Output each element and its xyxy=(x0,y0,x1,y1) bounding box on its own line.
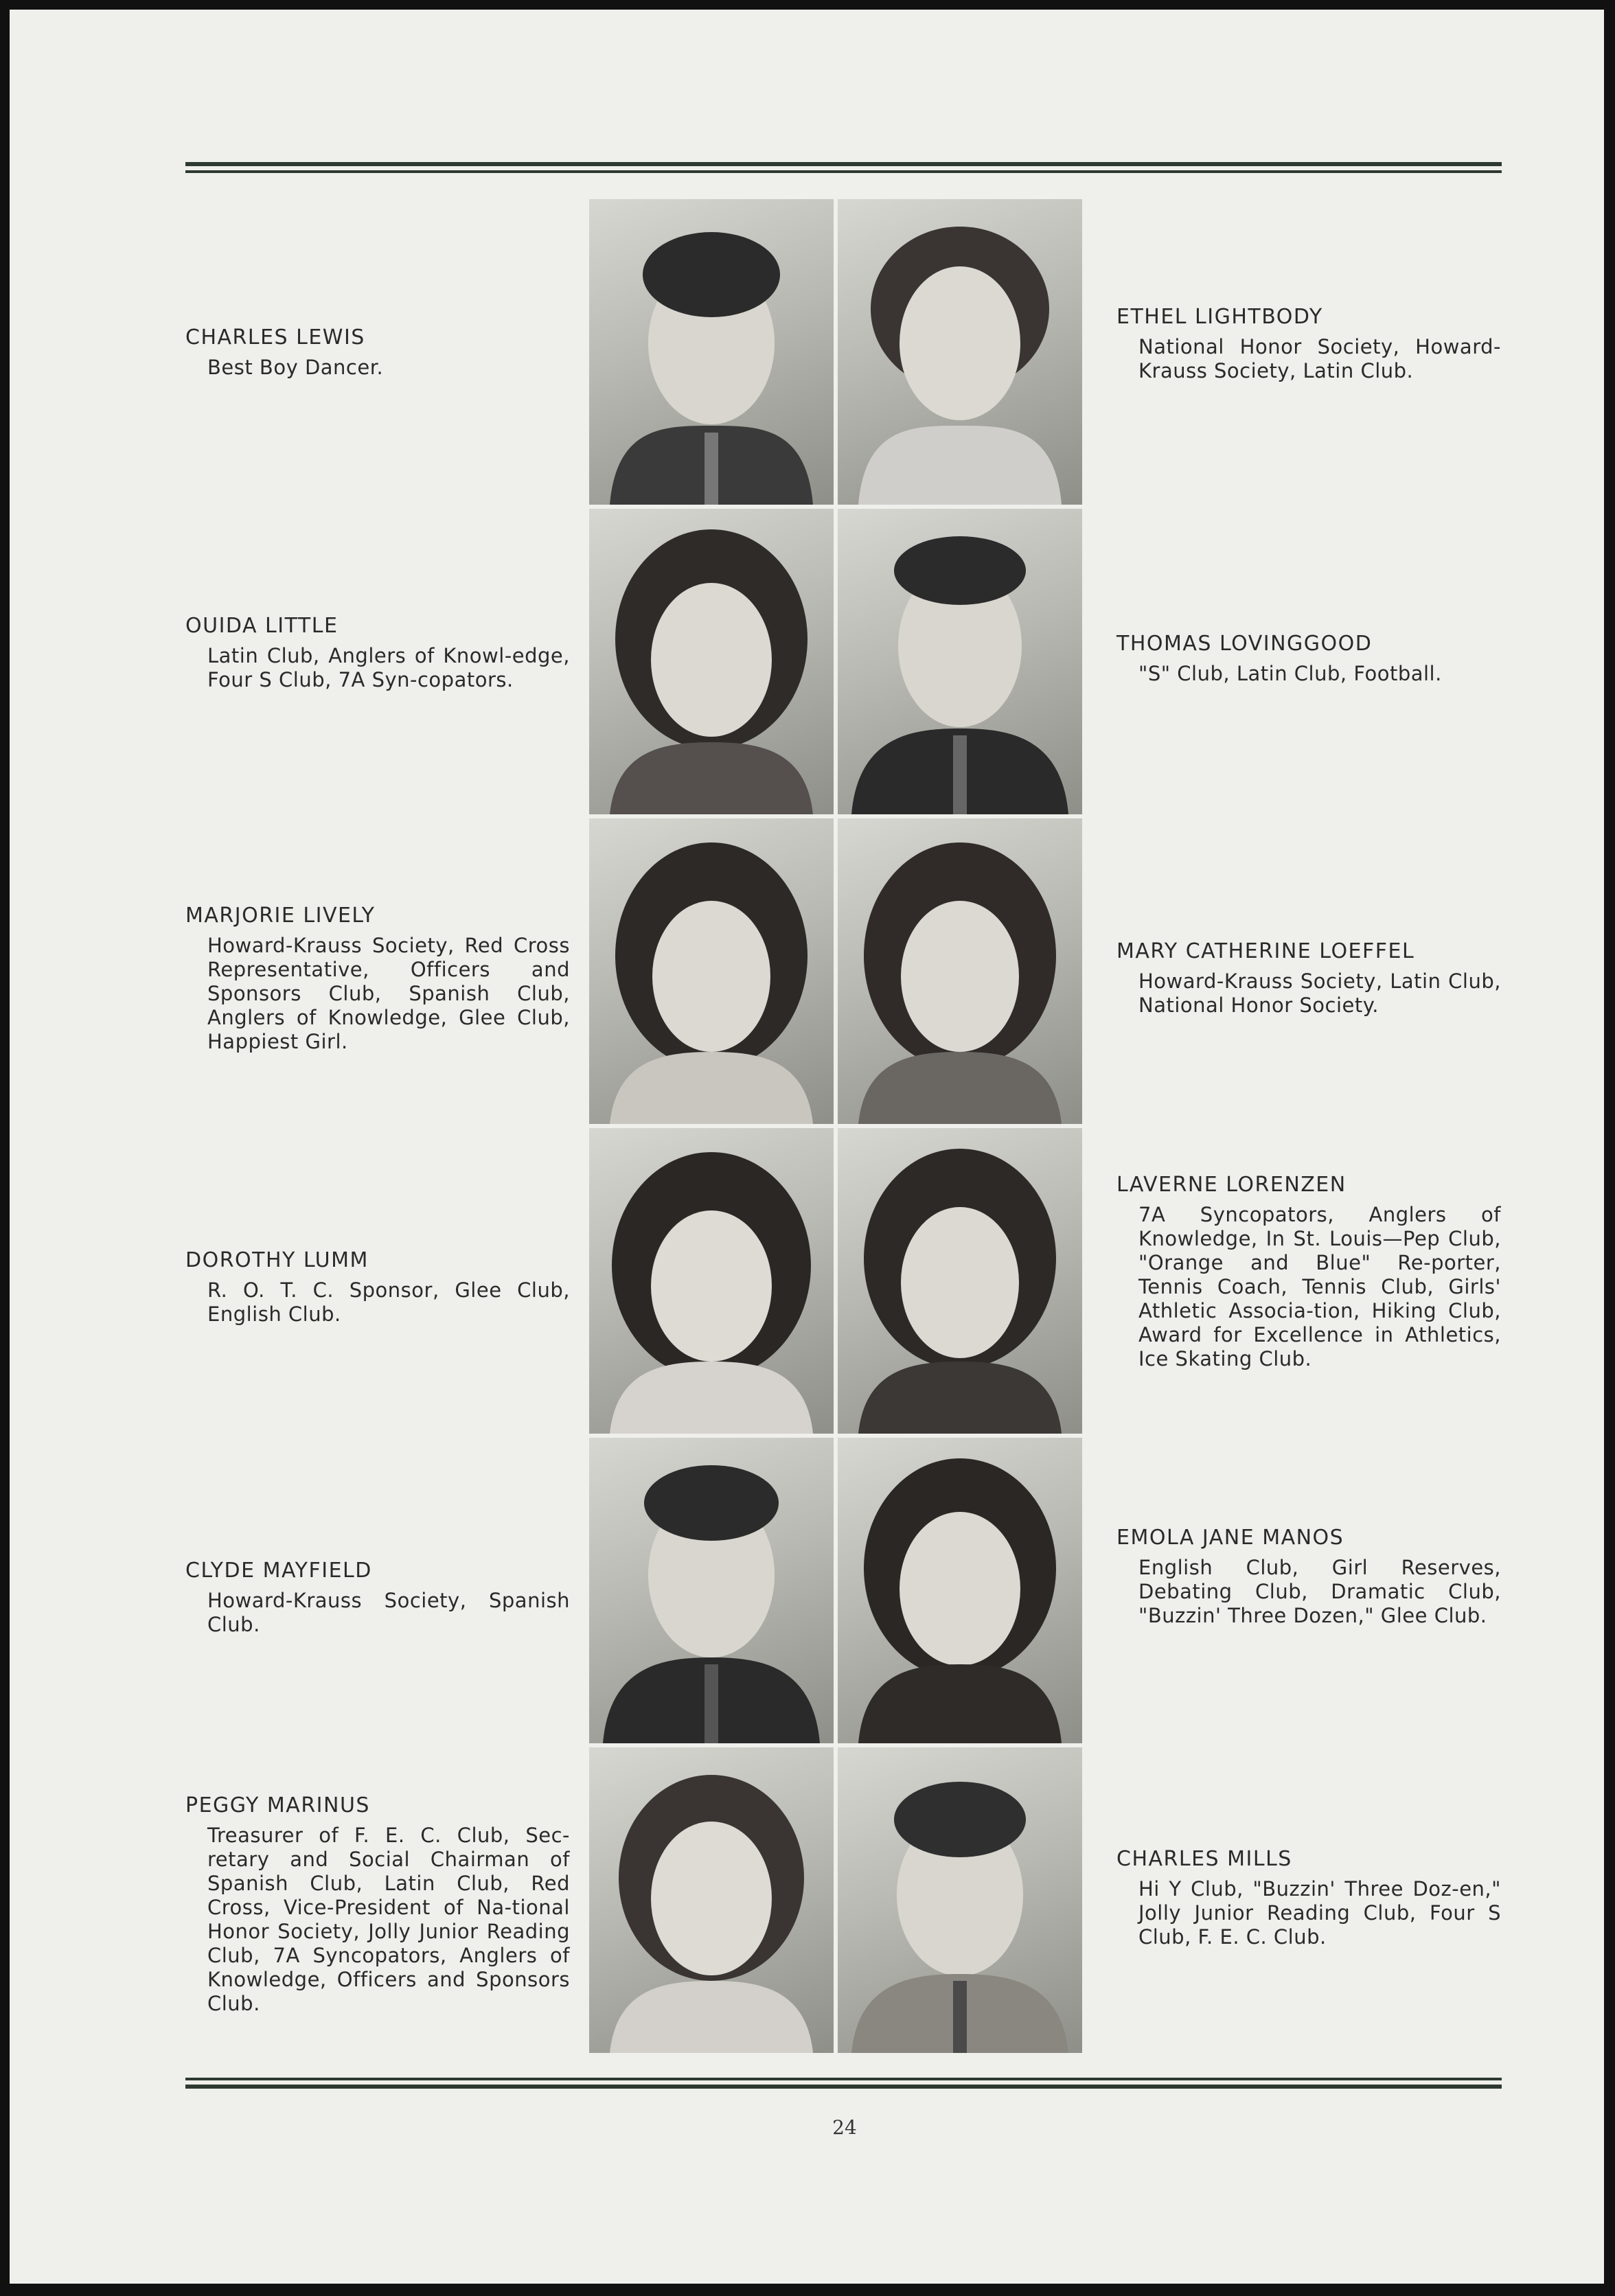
student-entry xyxy=(1116,303,1501,383)
portrait-ouida-little xyxy=(589,509,834,814)
portrait-mary-catherine-loeffel xyxy=(838,818,1082,1124)
student-activities: Latin Club, Anglers of Knowl-edge, Four S Club, 7A Syn-copators. xyxy=(207,644,570,691)
student-entry xyxy=(1116,1524,1501,1628)
student-activities: Hi Y Club, "Buzzin' Three Doz-en," Jolly Junior Reading Club, Four S Club, F. E. C. Club. xyxy=(1138,1877,1501,1949)
student-name: EMOLA JANE MANOS xyxy=(1116,1526,1344,1550)
student-name: CHARLES MILLS xyxy=(1116,1847,1292,1871)
student-activities: R. O. T. C. Sponsor, Glee Club, English Club. xyxy=(207,1278,570,1326)
portrait-clyde-mayfield xyxy=(589,1438,834,1743)
page-number: 24 xyxy=(832,2116,857,2139)
portrait-dorothy-lumm xyxy=(589,1128,834,1434)
student-entry xyxy=(185,1792,570,2016)
student-activities: National Honor Society, Howard-Krauss Society, Latin Club. xyxy=(1138,335,1501,382)
student-entry xyxy=(1116,630,1501,686)
student-name: OUIDA LITTLE xyxy=(185,614,339,638)
top-rule xyxy=(185,162,1502,177)
student-name: ETHEL LIGHTBODY xyxy=(1116,305,1323,329)
student-activities: Best Boy Dancer. xyxy=(207,356,384,379)
portrait-emola-jane-manos xyxy=(838,1438,1082,1743)
student-name: CLYDE MAYFIELD xyxy=(185,1559,372,1583)
portrait-peggy-marinus xyxy=(589,1747,834,2053)
yearbook-page xyxy=(10,10,1604,2284)
student-name: DOROTHY LUMM xyxy=(185,1248,369,1272)
student-name: LAVERNE LORENZEN xyxy=(1116,1173,1347,1197)
student-activities: "S" Club, Latin Club, Football. xyxy=(1138,662,1442,685)
student-activities: 7A Syncopators, Anglers of Knowledge, In St. Louis—Pep Club, "Orange and Blue" Re-porter, Tennis Coach, Tennis Club, Girls' Athletic Associa-tion, Hiking Club, Award for Excellence in Athletics, Ice Skating Club. xyxy=(1138,1203,1501,1370)
student-name: MARJORIE LIVELY xyxy=(185,904,376,928)
student-entry xyxy=(1116,938,1501,1018)
portrait-charles-lewis xyxy=(589,199,834,505)
portrait-laverne-lorenzen xyxy=(838,1128,1082,1434)
student-entry xyxy=(1116,1171,1501,1371)
bottom-rule xyxy=(185,2078,1502,2093)
portrait-thomas-lovinggood xyxy=(838,509,1082,814)
student-activities: Howard-Krauss Society, Spanish Club. xyxy=(207,1589,570,1636)
student-activities: Howard-Krauss Society, Latin Club, National Honor Society. xyxy=(1138,969,1501,1017)
portrait-ethel-lightbody xyxy=(838,199,1082,505)
student-entry xyxy=(185,324,570,380)
student-entry xyxy=(185,1247,570,1327)
student-activities: Howard-Krauss Society, Red Cross Representative, Officers and Sponsors Club, Spanish Club, Anglers of Knowledge, Glee Club, Happiest Girl. xyxy=(207,934,570,1053)
portrait-marjorie-lively xyxy=(589,818,834,1124)
student-entry xyxy=(1116,1846,1501,1949)
student-activities: Treasurer of F. E. C. Club, Sec-retary and Social Chairman of Spanish Club, Latin Club, Red Cross, Vice-President of Na-tional Honor Society, Jolly Junior Reading Club, 7A Syncopators, Anglers of Knowledge, Officers and Sponsors Club. xyxy=(207,1824,570,2015)
portrait-charles-mills xyxy=(838,1747,1082,2053)
student-entry xyxy=(185,902,570,1054)
student-name: CHARLES LEWIS xyxy=(185,325,365,349)
student-activities: English Club, Girl Reserves, Debating Club, Dramatic Club, "Buzzin' Three Dozen," Glee Club. xyxy=(1138,1556,1501,1627)
student-entry xyxy=(185,1557,570,1637)
student-name: PEGGY MARINUS xyxy=(185,1793,370,1817)
student-name: MARY CATHERINE LOEFFEL xyxy=(1116,939,1415,963)
student-name: THOMAS LOVINGGOOD xyxy=(1116,632,1373,656)
student-entry xyxy=(185,612,570,692)
